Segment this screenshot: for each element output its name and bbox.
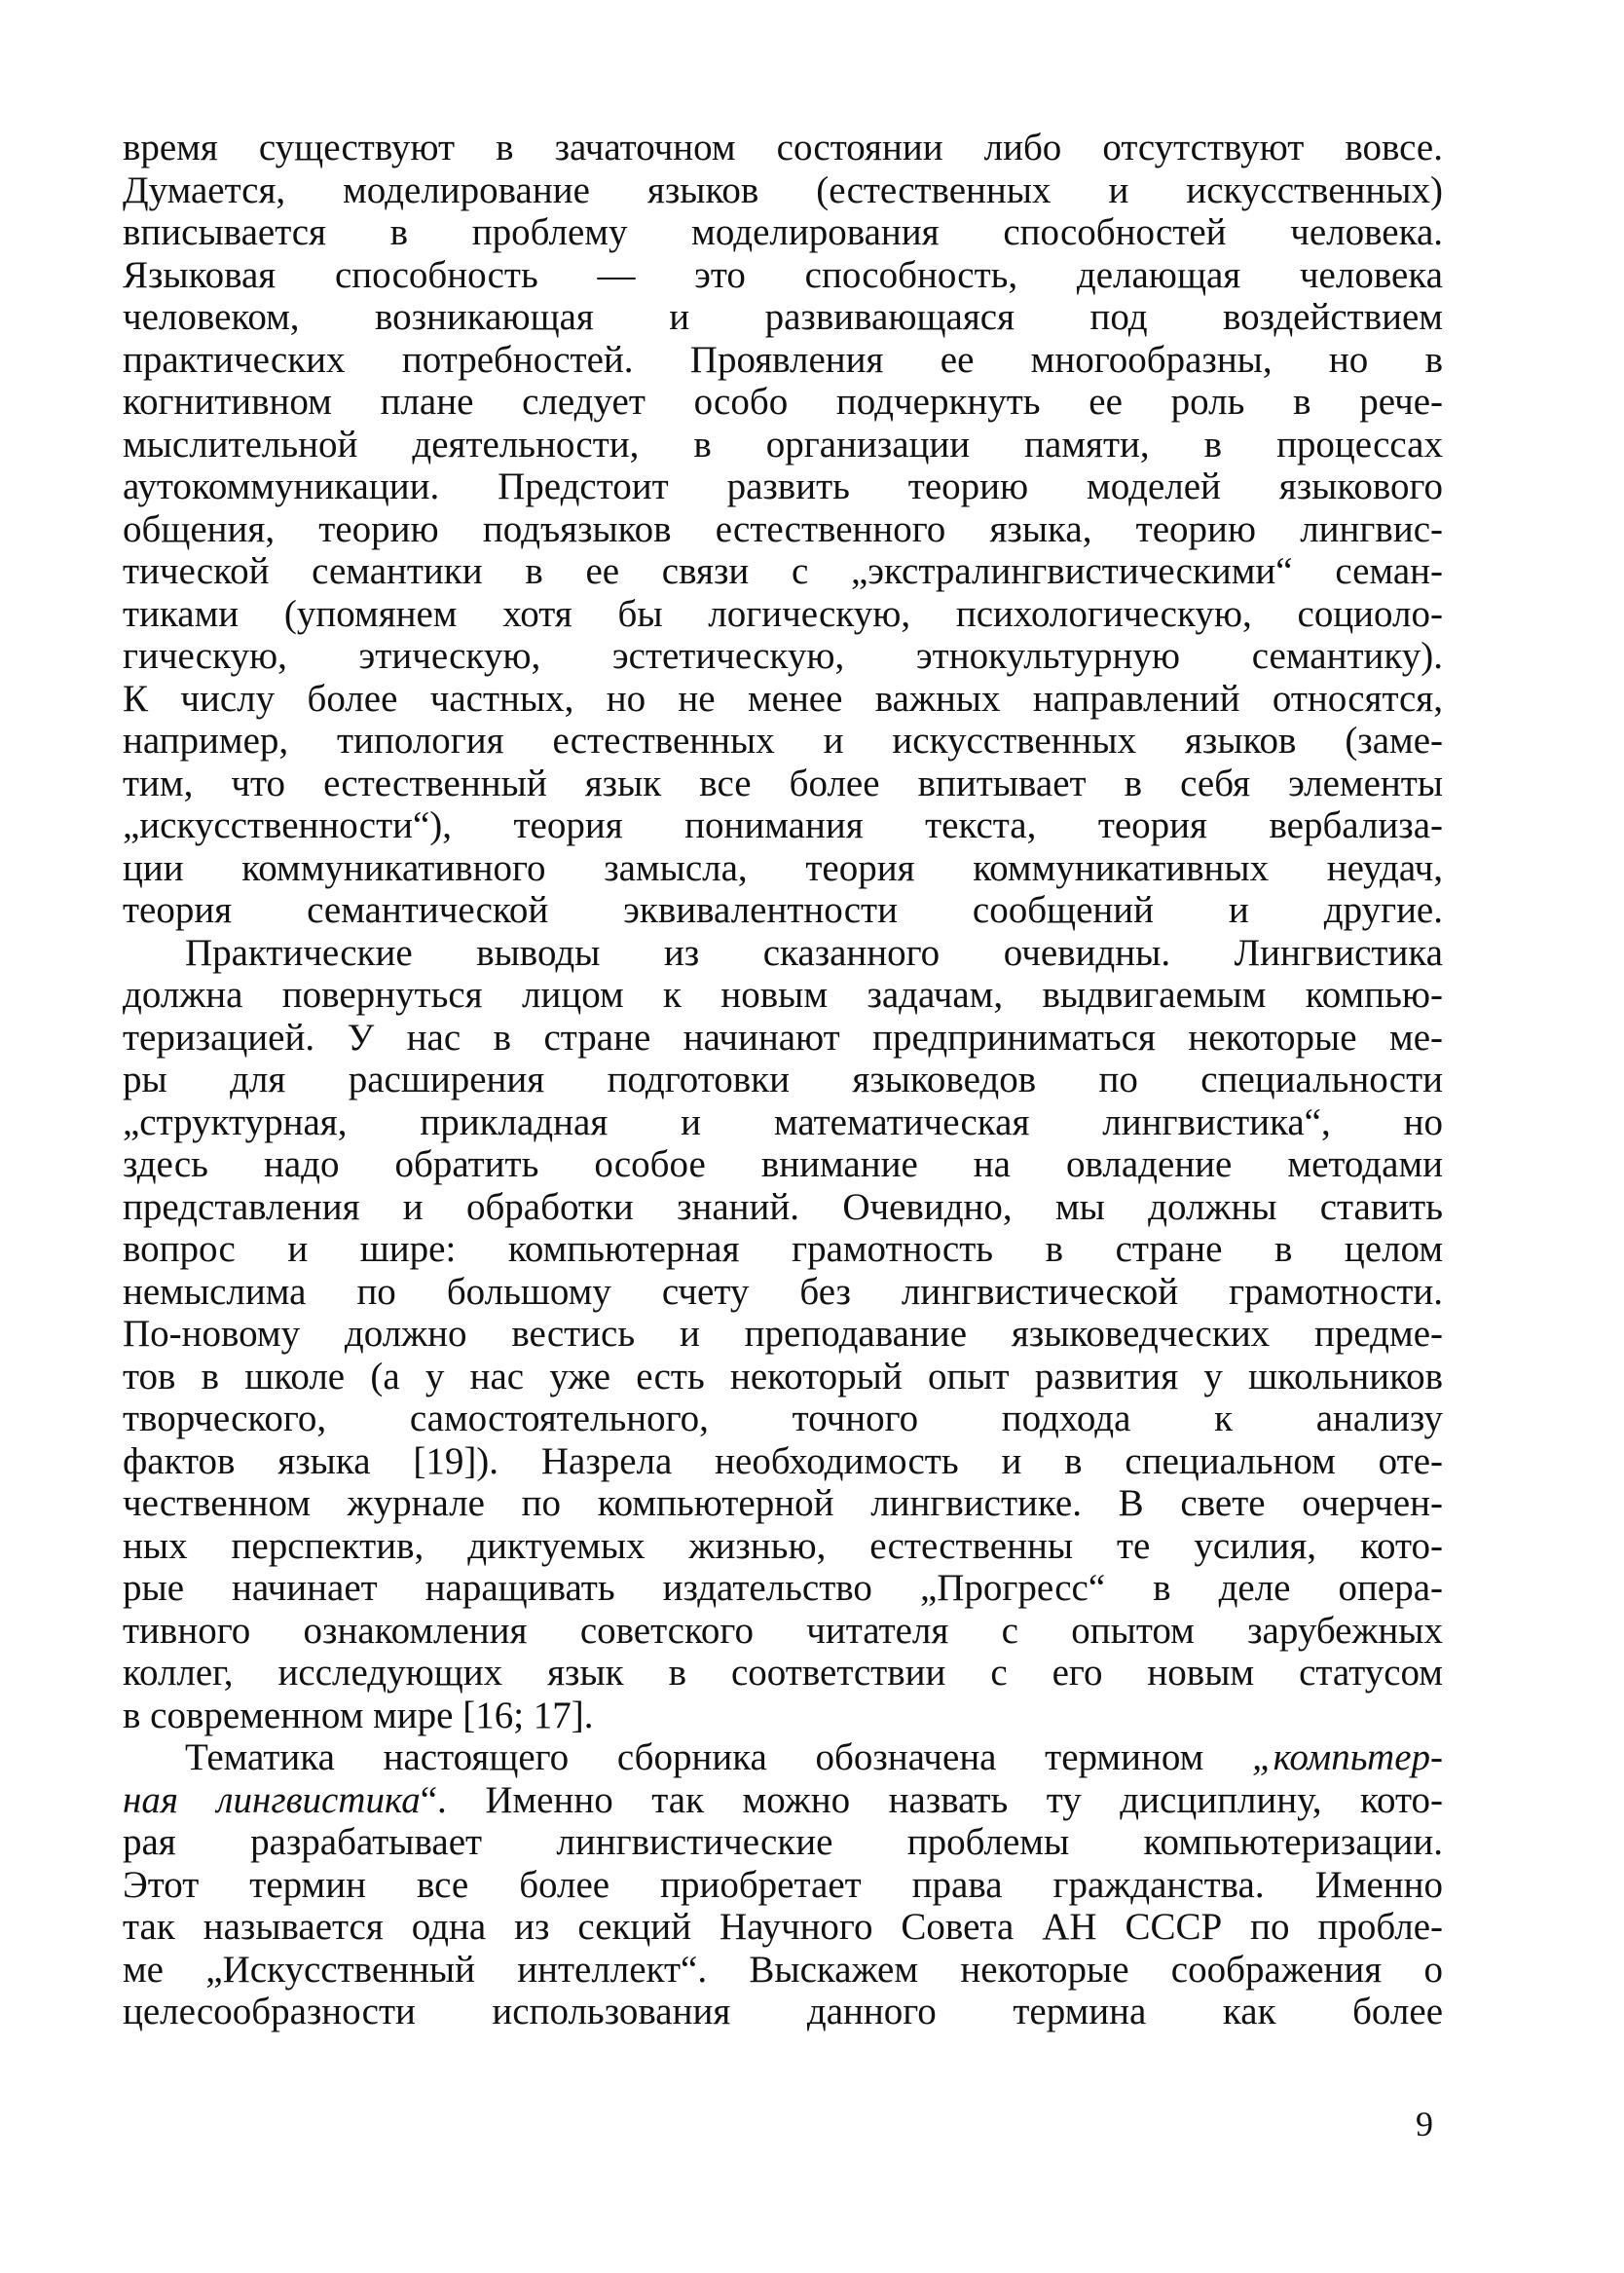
text-line [123,1567,1443,1610]
text-line [123,1017,1443,1060]
text-line [123,1356,1443,1398]
text-line [123,1228,1443,1271]
text-segment: К числу более частных, но не менее важных направлений относятся, [123,677,1443,720]
text-line [123,1864,1443,1907]
text-line [123,1143,1443,1186]
text-segment: целесообразности использования данного термина как более [123,1991,1443,2032]
text-segment: рые начинает наращивать издательство „Прогресс“ в деле опера- [123,1567,1443,1609]
text-segment: ры для расширения подготовки языковедов по специальности [123,1059,1443,1100]
text-segment: тической семантики в ее связи с „экстралингвистическими“ семан- [123,550,1443,592]
text-line [123,1610,1443,1653]
text-line [123,635,1443,678]
italic-term: ная лингвистика [123,1778,421,1821]
text-segment: тиками (упомянем хотя бы логическую, психологическую, социоло- [123,592,1443,635]
body-text [123,127,1443,2033]
page-number: 9 [1416,2105,1433,2143]
text-line [123,169,1443,212]
text-line [123,1949,1443,1992]
text-segment: практических потребностей. Проявления ее многообразны, но в [123,338,1443,381]
text-segment: человеком, возникающая и развивающаяся под воздействием [123,296,1443,338]
text-segment: ме „Искусственный интеллект“. Выскажем некоторые соображения о [123,1948,1443,1991]
text-line [123,1313,1443,1356]
text-line [123,1271,1443,1314]
text-line [123,1059,1443,1101]
text-line [123,339,1443,382]
text-segment: тивного ознакомления советского читателя с опытом зарубежных [123,1609,1443,1652]
text-segment: например, типология естественных и искусственных языков (заме- [123,720,1443,762]
text-segment: здесь надо обратить особое внимание на овладение методами [123,1143,1443,1185]
text-line [123,1652,1443,1695]
text-line [123,1101,1443,1144]
text-segment: время существуют в зачаточном состоянии либо отсутствуют вовсе. [123,127,1443,168]
text-segment: теризацией. У нас в стране начинают предприниматься некоторые ме- [123,1016,1443,1059]
text-line [123,678,1443,721]
text-segment: ных перспектив, диктуемых жизнью, естественны те усилия, кото- [123,1524,1443,1567]
text-segment: должна повернуться лицом к новым задачам, выдвигаемым компью- [123,974,1443,1016]
text-line [123,847,1443,890]
text-line [123,296,1443,339]
text-line [123,1482,1443,1525]
text-line [123,763,1443,805]
text-line [123,1397,1443,1440]
text-segment: вопрос и шире: компьютерная грамотность в стране в целом [123,1228,1443,1270]
italic-term: „компьтер- [1251,1736,1443,1778]
text-segment: „искусственности“), теория понимания текста, теория вербализа- [123,804,1443,846]
text-segment: фактов языка [19]). Назрела необходимость и в специальном оте- [123,1439,1443,1482]
text-segment: ции коммуникативного замысла, теория коммуникативных неудач, [123,846,1443,889]
text-line [123,974,1443,1017]
text-line [123,1186,1443,1229]
text-segment: Тематика настоящего сборника обозначена термином [185,1736,1252,1778]
text-segment: чественном журнале по компьютерной лингвистике. В свете очерчен- [123,1482,1443,1524]
text-line [123,1991,1443,2033]
text-line [123,550,1443,593]
text-segment: Думается, моделирование языков (естественных и искусственных) [123,168,1443,211]
text-segment: Практические выводы из сказанного очевидны. Лингвистика [185,931,1443,974]
text-segment: творческого, самостоятельного, точного подхода к анализу [123,1397,1443,1439]
text-segment: тов в школе (а у нас уже есть некоторый опыт развития у школьников [123,1355,1443,1397]
text-segment: немыслима по большому счету без лингвистической грамотности. [123,1270,1443,1313]
text-line [123,466,1443,508]
text-line [123,254,1443,297]
text-segment: мыслительной деятельности, в организации памяти, в процессах [123,423,1443,466]
text-segment: Языковая способность — это способность, делающая человека [123,253,1443,296]
text-segment: так называется одна из секций Научного Совета АН СССР по пробле- [123,1906,1443,1948]
text-segment: в современном мире [16; 17]. [123,1694,594,1736]
text-line [123,1525,1443,1568]
text-line [123,1440,1443,1483]
text-segment: аутокоммуникации. Предстоит развить теорию моделей языкового [123,466,1443,507]
text-segment: представления и обработки знаний. Очевидно, мы должны ставить [123,1185,1443,1228]
text-segment: “. Именно так можно назвать ту дисциплину, кото- [420,1778,1443,1821]
text-line [123,1736,1443,1779]
text-segment: тим, что естественный язык все более впитывает в себя элементы [123,762,1443,804]
text-segment: общения, теорию подъязыков естественного языка, теорию лингвис- [123,507,1443,550]
text-line [123,889,1443,932]
text-line [123,127,1443,169]
text-segment: Этот термин все более приобретает права гражданства. Именно [123,1863,1443,1906]
text-segment: гическую, этическую, эстетическую, этнокультурную семантику). [123,635,1443,677]
text-line [123,720,1443,763]
text-line [123,424,1443,466]
text-line [123,1695,1443,1737]
text-segment: По-новому должно вестись и преподавание языковедческих предме- [123,1313,1443,1355]
text-segment: коллег, исследующих язык в соответствии с его новым статусом [123,1652,1443,1694]
text-segment: вписывается в проблему моделирования способностей человека. [123,211,1443,253]
text-segment: когнитивном плане следует особо подчеркнуть ее роль в рече- [123,381,1443,423]
text-segment: теория семантической эквивалентности сообщений и другие. [123,889,1443,931]
text-line [123,508,1443,551]
text-line [123,1821,1443,1864]
text-segment: рая разрабатывает лингвистические проблемы компьютеризации. [123,1821,1443,1863]
text-line [123,211,1443,254]
text-segment: „структурная, прикладная и математическая лингвистика“, но [123,1100,1443,1143]
text-line [123,1906,1443,1949]
text-line [123,593,1443,636]
text-line [123,804,1443,847]
text-line [123,1779,1443,1822]
text-line [123,381,1443,424]
text-line [123,932,1443,975]
